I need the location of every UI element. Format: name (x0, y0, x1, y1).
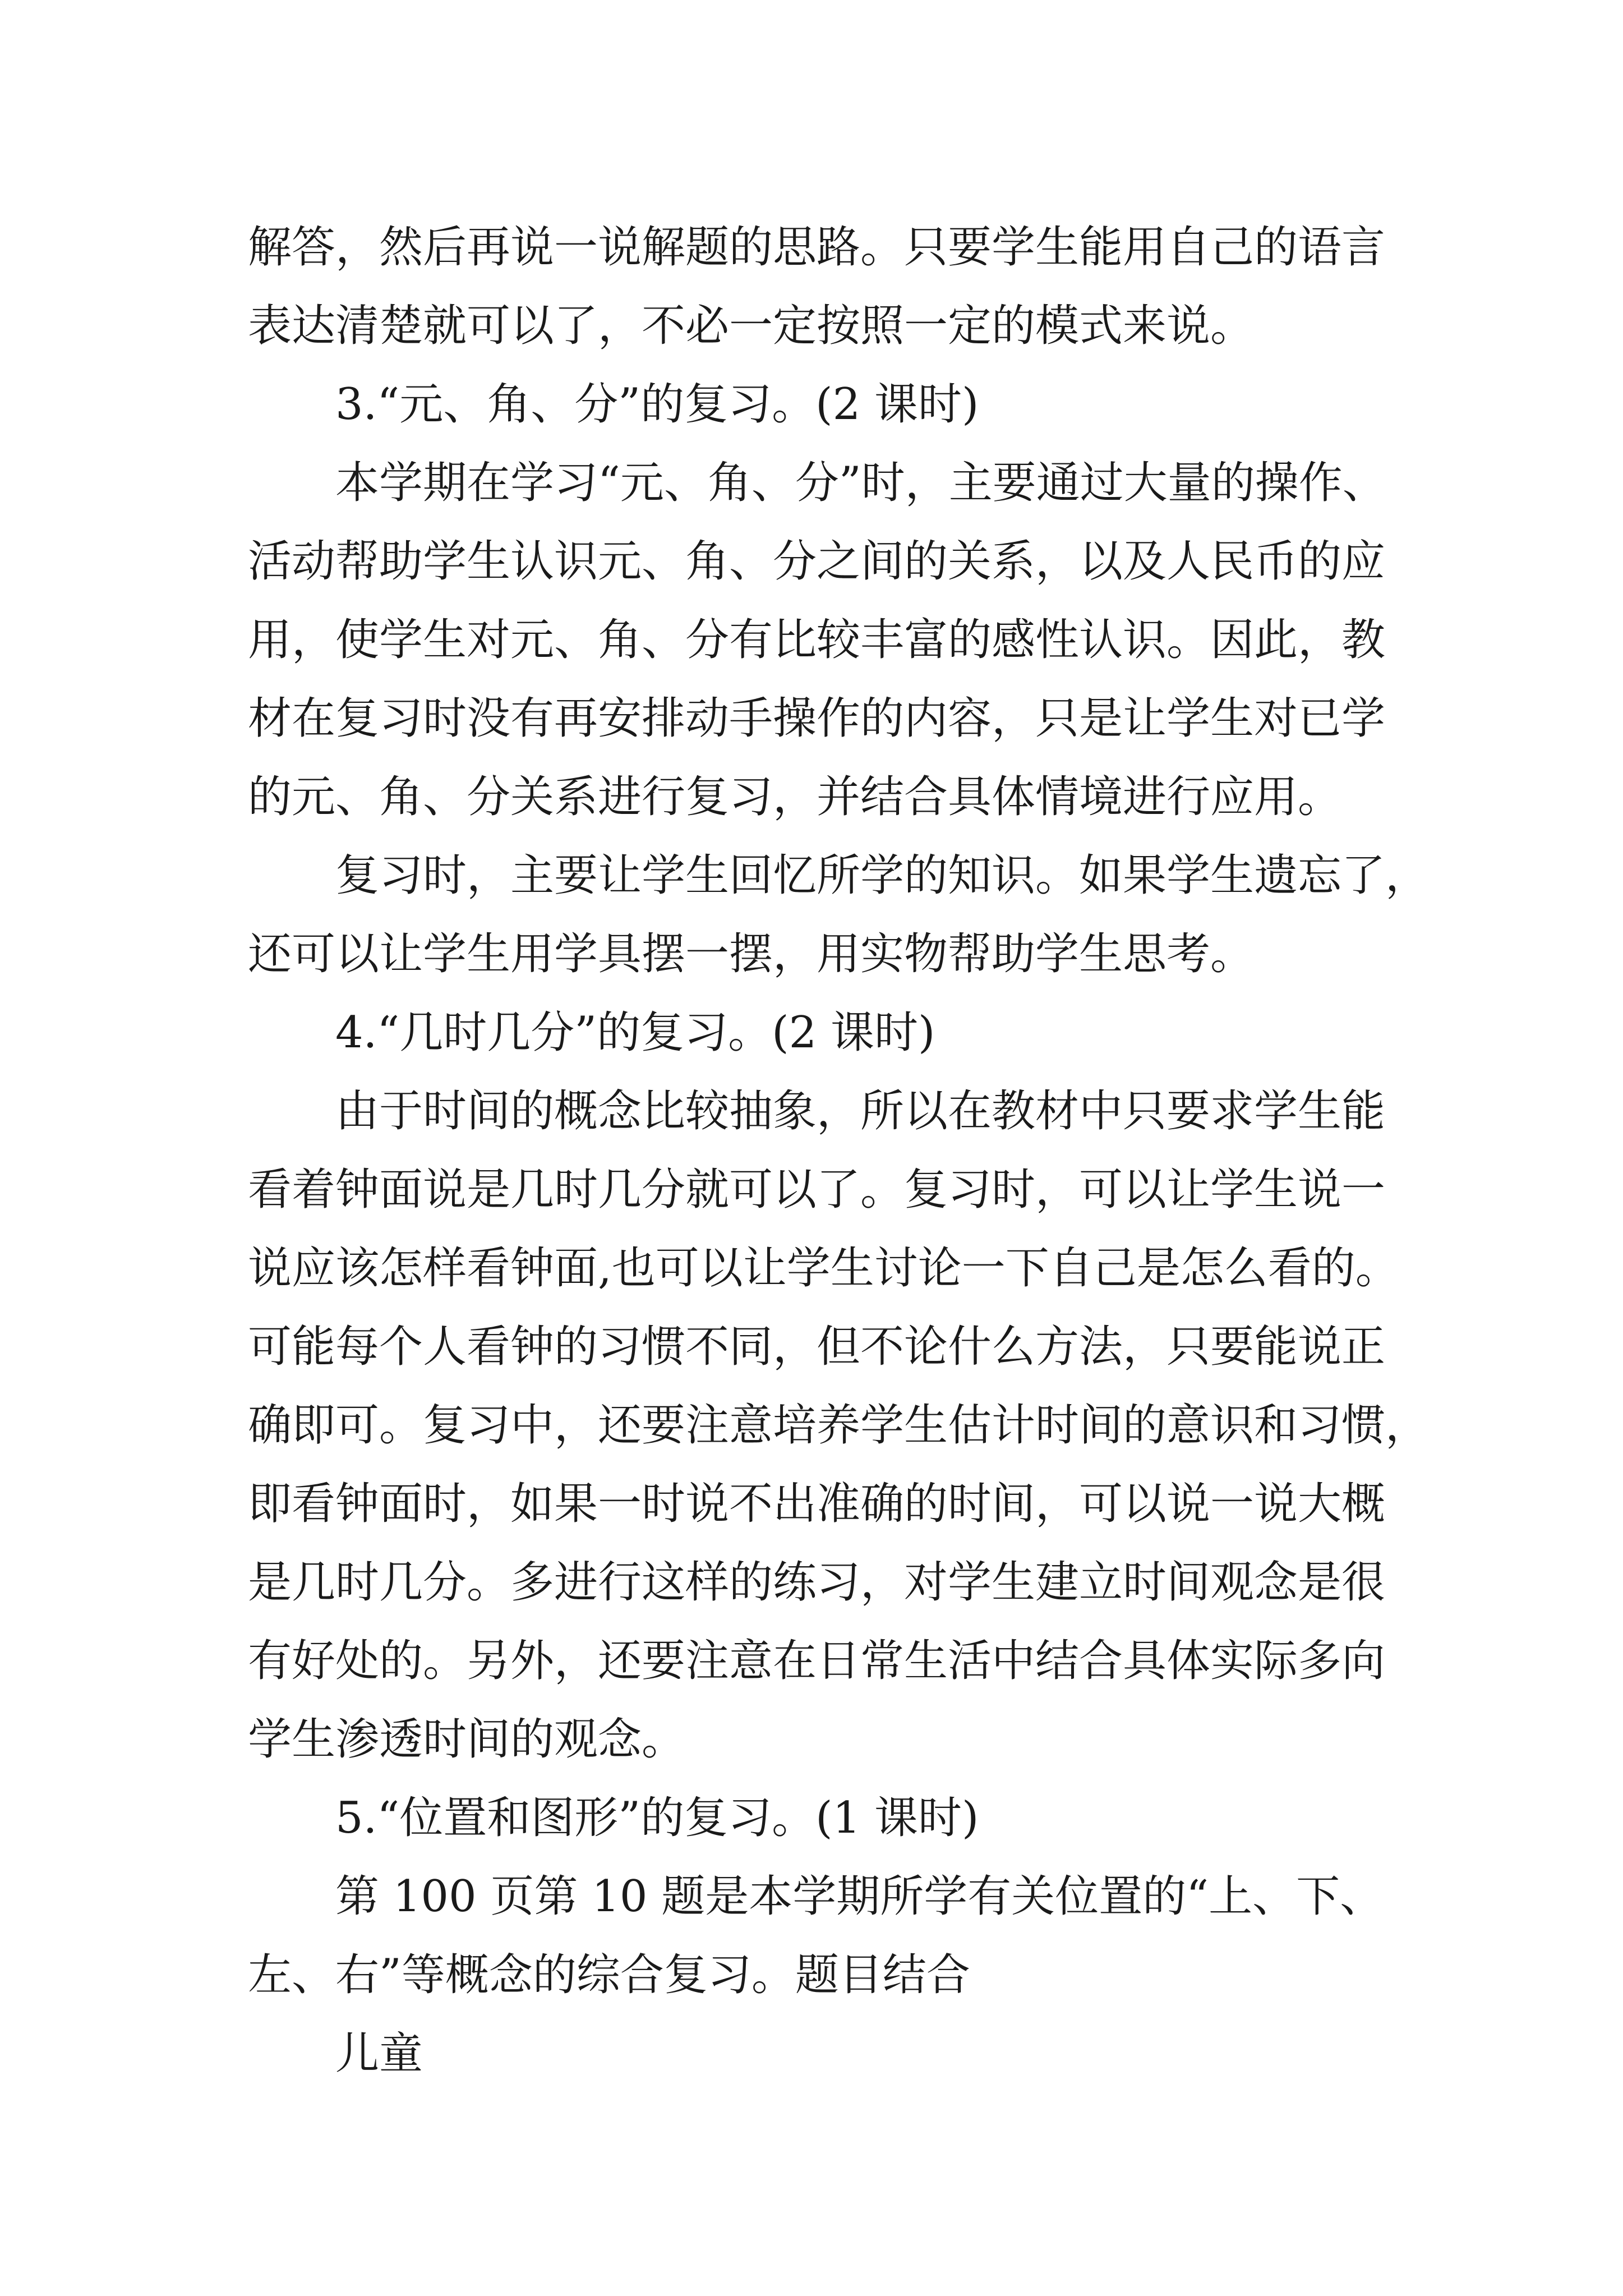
section-heading (0, 993, 1623, 1072)
paragraph-line (0, 2014, 1623, 2093)
text-line: 儿童 (335, 2028, 423, 2079)
text-line: 本学期在学习“元、角、分”时，主要通过大量的操作、 (335, 458, 1386, 508)
section-heading-text: 5.“位置和图形”的复习。(1 课时) (335, 1793, 979, 1843)
text-line: 学生渗透时间的观念。 (248, 1714, 686, 1765)
text-line: 第 100 页第 10 题是本学期所学有关位置的“上、下、 (335, 1871, 1384, 1922)
section-heading (0, 365, 1623, 444)
paragraph-line (0, 1543, 1623, 1622)
text-line: 左、右”等概念的综合复习。题目结合 (248, 1950, 970, 2000)
text-line: 解答，然后再说一说解题的思路。只要学生能用自己的语言 (248, 222, 1386, 273)
text-line: 的元、角、分关系进行复习，并结合具体情境进行应用。 (248, 772, 1342, 822)
paragraph-line (0, 1072, 1623, 1151)
text-line: 还可以让学生用学具摆一摆，用实物帮助学生思考。 (248, 929, 1255, 979)
paragraph-line (0, 1465, 1623, 1543)
paragraph-line (0, 915, 1623, 993)
text-line: 由于时间的概念比较抽象，所以在教材中只要求学生能 (335, 1086, 1386, 1137)
section-heading-text: 4.“几时几分”的复习。(2 课时) (335, 1007, 935, 1058)
paragraph-line (0, 208, 1623, 287)
paragraph-line (0, 679, 1623, 758)
section-heading (0, 1779, 1623, 1857)
paragraph-line (0, 836, 1623, 915)
text-line: 看着钟面说是几时几分就可以了。复习时，可以让学生说一 (248, 1165, 1386, 1215)
text-line: 确即可。复习中，还要注意培养学生估计时间的意识和习惯， (248, 1400, 1430, 1451)
paragraph-line (0, 1857, 1623, 1936)
text-line: 即看钟面时，如果一时说不出准确的时间，可以说一说大概 (248, 1479, 1386, 1529)
paragraph-line (0, 1229, 1623, 1308)
paragraph-line (0, 758, 1623, 836)
paragraph-line (0, 1386, 1623, 1465)
text-line: 是几时几分。多进行这样的练习，对学生建立时间观念是很 (248, 1557, 1386, 1608)
paragraph-line (0, 1700, 1623, 1779)
text-line: 可能每个人看钟的习惯不同，但不论什么方法，只要能说正 (248, 1322, 1386, 1372)
text-line: 活动帮助学生认识元、角、分之间的关系，以及人民币的应 (248, 536, 1386, 587)
paragraph-line (0, 522, 1623, 601)
text-line: 表达清楚就可以了，不必一定按照一定的模式来说。 (248, 301, 1255, 351)
section-heading-text: 3.“元、角、分”的复习。(2 课时) (335, 379, 979, 430)
text-line: 说应该怎样看钟面,也可以让学生讨论一下自己是怎么看的。 (248, 1243, 1399, 1294)
paragraph-line (0, 1308, 1623, 1386)
text-line: 用，使学生对元、角、分有比较丰富的感性认识。因此，教 (248, 615, 1386, 665)
text-line: 材在复习时没有再安排动手操作的内容，只是让学生对已学 (248, 693, 1386, 744)
text-line: 复习时，主要让学生回忆所学的知识。如果学生遗忘了， (335, 850, 1430, 901)
paragraph-line (0, 444, 1623, 522)
paragraph-line (0, 1151, 1623, 1229)
text-line: 有好处的。另外，还要注意在日常生活中结合具体实际多向 (248, 1636, 1386, 1686)
paragraph-line (0, 287, 1623, 365)
paragraph-line (0, 1936, 1623, 2014)
paragraph-line (0, 601, 1623, 679)
paragraph-line (0, 1622, 1623, 1700)
